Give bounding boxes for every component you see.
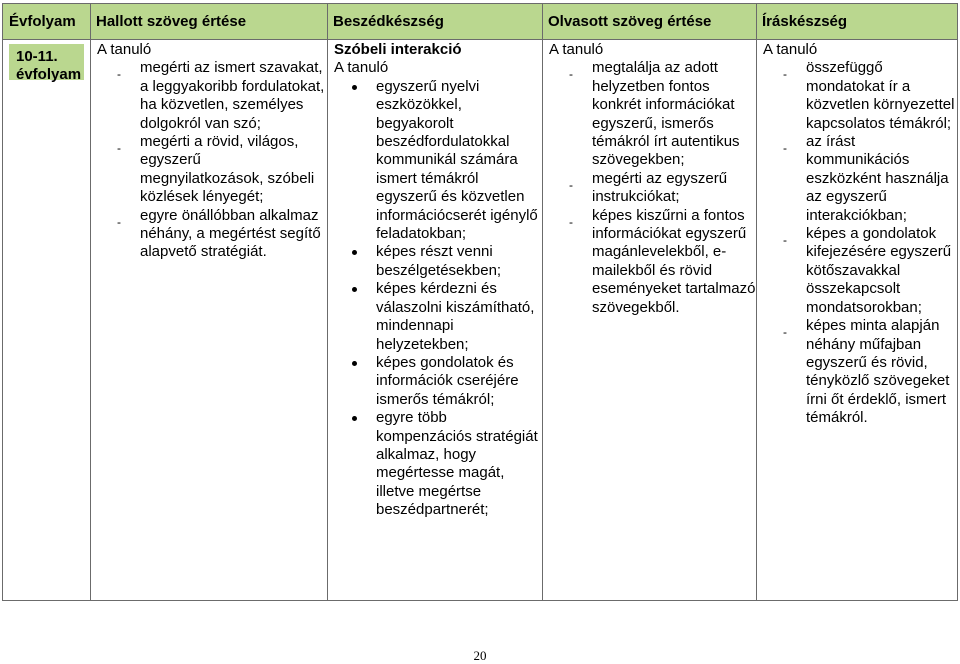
bullet-dot-icon [352,361,357,366]
speaking-subtitle: Szóbeli interakció [334,41,462,58]
list-item: - képes kiszűrni a fontos információkat egyszerű magánlevelekből, e-mailekből és rövid eseményeket tartalmazó szövegekből. [569,206,756,316]
list-item: - képes minta alapján néhány műfajban egyszerű és rövid, tényközlő szövegeket írni őt érdeklő, ismert témákról. [783,317,950,427]
listening-intro: A tanuló [97,41,152,58]
grade-label: 10-11. évfolyam [16,48,82,84]
bullet-dot-icon [352,416,357,421]
reading-intro: A tanuló [549,41,604,58]
speaking-intro: A tanuló [334,59,389,77]
header-listening: Hallott szöveg értése [96,13,247,30]
list-item: - összefüggő mondatokat ír a közvetlen környezettel kapcsolatos témákról; [783,59,955,132]
list-item: egyszerű nyelvi eszközökkel, begyakorolt beszédfordulatokkal kommunikál számára ismert témákról egyszerű és közvetlen információcserét igénylő feladatokban; [328,78,542,244]
bullet-dot-icon [352,250,357,255]
bullet-dot-icon [352,85,357,90]
header-writing: Íráskészség [762,13,848,30]
dash-bullet-icon: - [569,177,573,192]
writing-cell [757,39,957,600]
dash-bullet-icon: - [117,67,121,82]
header-reading: Olvasott szöveg értése [548,13,712,30]
grade-cell [9,44,84,84]
bullet-dot-icon [352,287,357,292]
writing-list [757,59,957,427]
list-item: - megérti az ismert szavakat, a leggyakoribb fordulatokat, ha közvetlen, személyes dolgokról van szó; [117,59,325,132]
dash-bullet-icon: - [569,67,573,82]
list-item: képes kérdezni és válaszolni kiszámítható, mindennapi helyzetekben; [328,280,542,354]
table-header-row [3,4,957,40]
header-speaking: Beszédkészség [333,13,444,30]
list-item: - megérti a rövid, világos, egyszerű megnyilatkozások, szóbeli közlések lényegét; [117,133,315,206]
header-grade: Évfolyam [9,13,76,30]
list-item: - képes a gondolatok kifejezésére egyszerű kötőszavakkal összekapcsolt mondatsorokban; [783,225,952,316]
list-item: - egyre önállóbban alkalmaz néhány, a megértést segítő alapvető stratégiát. [117,206,321,261]
listening-cell [91,39,327,600]
dash-bullet-icon: - [783,67,787,82]
speaking-list [328,78,542,520]
listening-list [91,59,327,261]
list-item: - megtalálja az adott helyzetben fontos konkrét információkat egyszerű, ismerős témákról írt autentikus szövegekben; [569,59,740,169]
list-item: képes részt venni beszélgetésekben; [328,243,542,280]
dash-bullet-icon: - [783,141,787,156]
dash-bullet-icon: - [783,325,787,340]
list-item: - az írást kommunikációs eszközként használja az egyszerű interakciókban; [783,133,949,224]
curriculum-table [2,3,958,601]
reading-list [543,59,756,317]
dash-bullet-icon: - [117,214,121,229]
list-item: - megérti az egyszerű instrukciókat; [569,169,728,206]
dash-bullet-icon: - [117,141,121,156]
list-item: egyre több kompenzációs stratégiát alkalmaz, hogy megértesse magát, illetve megértse beszédpartnerét; [328,409,542,519]
reading-cell [543,39,756,600]
speaking-cell [328,39,542,600]
dash-bullet-icon: - [569,214,573,229]
dash-bullet-icon: - [783,233,787,248]
page-number: 20 [473,648,487,663]
writing-intro: A tanuló [763,41,818,58]
list-item: képes gondolatok és információk cseréjére ismerős témákról; [328,354,542,409]
